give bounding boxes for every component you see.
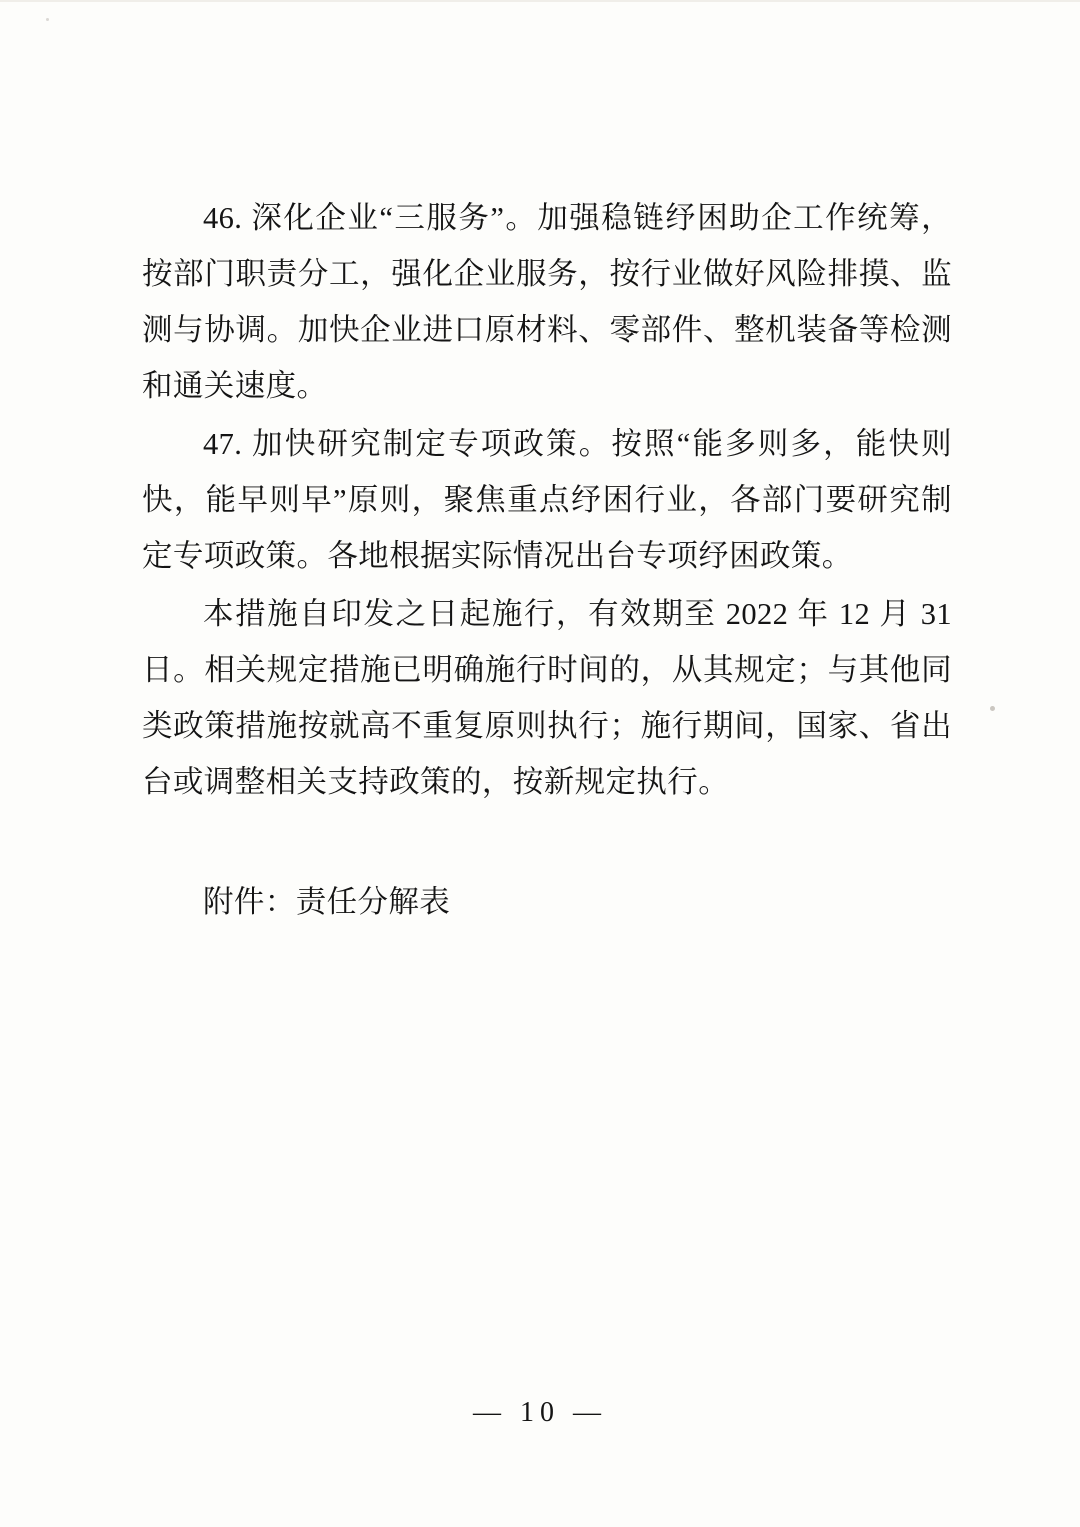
attachment-line: 附件：责任分解表 <box>203 885 451 919</box>
page-number: — 10 — <box>473 1397 607 1428</box>
document-body <box>142 190 952 961</box>
page-top-edge <box>0 0 1080 2</box>
paragraph-item-47: 47. 加快研究制定专项政策。按照“能多则多，能快则快，能早则早”原则，聚焦重点纾困行业，各部门要研究制定专项政策。各地根据实际情况出台专项纾困政策。 <box>142 427 952 573</box>
paragraph-item-46: 46. 深化企业“三服务”。加强稳链纾困助企工作统筹，按部门职责分工，强化企业服务，按行业做好风险排摸、监测与协调。加快企业进口原材料、零部件、整机装备等检测和通关速度。 <box>142 201 952 403</box>
paragraph-effective-clause: 本措施自印发之日起施行，有效期至 2022 年 12 月 31 日。相关规定措施已明确施行时间的，从其规定；与其他同类政策措施按就高不重复原则执行；施行期间，国家、省出台或调整相关支持政策的，按新规定执行。 <box>142 597 952 799</box>
page-footer <box>0 1397 1080 1429</box>
paper-speck <box>46 18 49 21</box>
ink-speck <box>990 706 995 711</box>
